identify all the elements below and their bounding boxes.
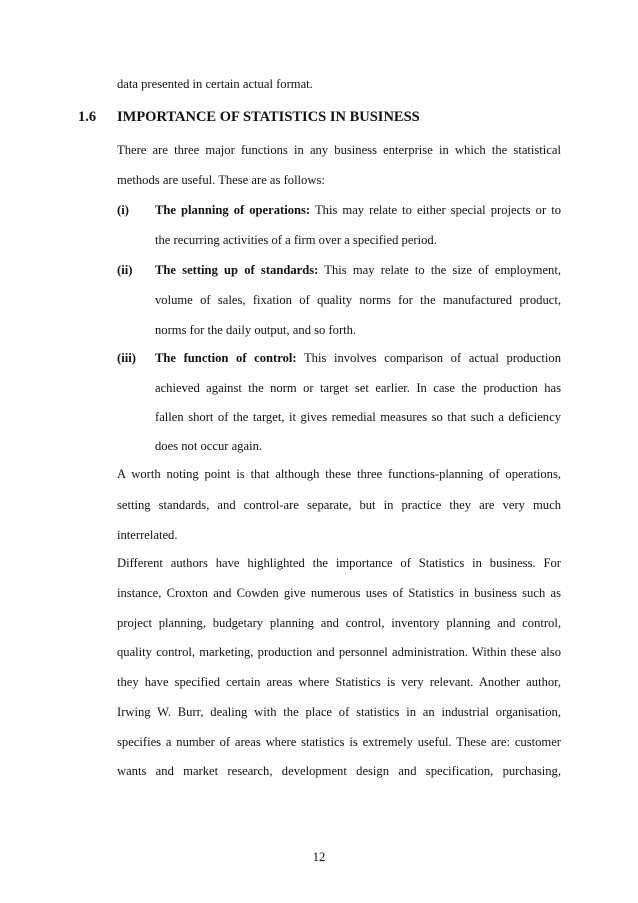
item-heading: The planning of operations: [155, 203, 311, 217]
intro-line: data presented in certain actual format. [117, 77, 313, 91]
item-text: This may relate to the size of employment, [318, 263, 561, 277]
item-line: volume of sales, fixation of quality norms for the manufactured product, [155, 293, 561, 307]
para3-line: Different authors have highlighted the importance of Statistics in business. For [117, 556, 561, 570]
item-text: This involves comparison of actual production [296, 351, 562, 365]
para2-line: setting standards, and control-are separate, but in practice they are very much [117, 498, 561, 512]
item-text: This may relate to either special projects or to [310, 203, 561, 217]
para3-line: quality control, marketing, production and personnel administration. Within these also [117, 645, 561, 659]
item-line: fallen short of the target, it gives remedial measures so that such a deficiency [155, 410, 561, 424]
item-heading: The setting up of standards: [155, 263, 319, 277]
item-label: (ii) [117, 263, 133, 277]
para1-line: methods are useful. These are as follows: [117, 173, 325, 187]
item-label: (iii) [117, 351, 136, 365]
para1-line: There are three major functions in any business enterprise in which the statistical [117, 143, 561, 157]
item-line: does not occur again. [155, 439, 263, 453]
item-line: norms for the daily output, and so forth. [155, 323, 357, 337]
para3-line: wants and market research, development design and specification, purchasing, [117, 764, 561, 778]
item-line: achieved against the norm or target set earlier. In case the production has [155, 381, 561, 395]
para3-line: instance, Croxton and Cowden give numerous uses of Statistics in business such as [117, 586, 561, 600]
section-title: IMPORTANCE OF STATISTICS IN BUSINESS [117, 109, 420, 125]
list-item-first-line [155, 202, 561, 218]
para3-line: they have specified certain areas where Statistics is very relevant. Another author, [117, 675, 561, 689]
list-item-first-line [155, 262, 561, 278]
item-line: the recurring activities of a firm over a specified period. [155, 233, 437, 247]
section-number: 1.6 [78, 109, 97, 125]
item-heading: The function of control: [155, 351, 297, 365]
list-item-first-line [155, 350, 561, 366]
para2-line: A worth noting point is that although these three functions-planning of operations, [117, 467, 561, 481]
page-number: 12 [312, 850, 326, 864]
item-label: (i) [117, 203, 129, 217]
para3-line: specifies a number of areas where statistics is extremely useful. These are: customer [117, 735, 561, 749]
para3-line: Irwing W. Burr, dealing with the place of statistics in an industrial organisation, [117, 705, 561, 719]
para2-line: interrelated. [117, 528, 178, 542]
para3-line: project planning, budgetary planning and control, inventory planning and control, [117, 616, 561, 630]
